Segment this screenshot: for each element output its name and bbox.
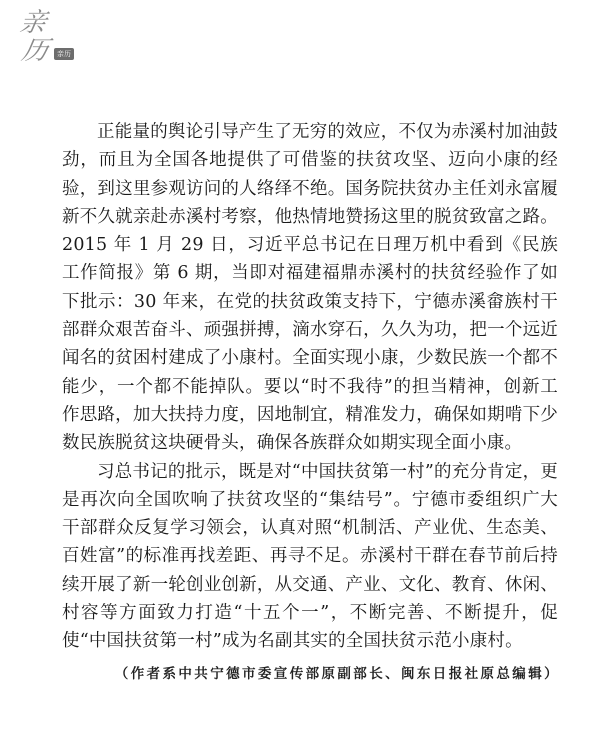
book-logo: [16, 8, 86, 68]
logo-char-1: 亲: [17, 8, 49, 38]
logo-char-2: 历: [19, 36, 51, 66]
logo-seal: 亲历: [54, 48, 74, 60]
paragraph-2: 习总书记的批示，既是对“中国扶贫第一村”的充分肯定，更是再次向全国吹响了扶贫攻坚的“集结号”。宁德市委组织广大干部群众反复学习领会，认真对照“机制活、产业优、生态美、百姓富”的标准再找差距、再寻不足。赤溪村干群在春节前后持续开展了新一轮创业创新，从交通、产业、文化、教育、休闲、村容等方面致力打造“十五个一”，不断完善、不断提升，促使“中国扶贫第一村”成为名副其实的全国扶贫示范小康村。: [62, 461, 558, 652]
paragraph-1: 正能量的舆论引导产生了无穷的效应，不仅为赤溪村加油鼓劲，而且为全国各地提供了可借鉴的扶贫攻坚、迈向小康的经验，到这里参观访问的人络绎不绝。国务院扶贫办主任刘永富履新不久就亲赴赤溪村考察，他热情地赞扬这里的脱贫致富之路。2015 年 1 月 29 日，习近平总书记在日理万机中看到《民族工作简报》第 6 期，当即对福建福鼎赤溪村的扶贫经验作了如下批示：30 年来，在党的扶贫政策支持下，宁德赤溪畲族村干部群众艰苦奋斗、顽强拼搏，滴水穿石，久久为功，把一个远近闻名的贫困村建成了小康村。全面实现小康，少数民族一个都不能少，一个都不能掉队。要以“时不我待”的担当精神，创新工作思路，加大扶持力度，因地制宜，精准发力，确保如期啃下少数民族脱贫这块硬骨头，确保各族群众如期实现全面小康。: [62, 122, 558, 454]
article-body: [62, 118, 558, 656]
author-note: （作者系中共宁德市委宣传部原副部长、闽东日报社原总编辑）: [114, 666, 560, 682]
